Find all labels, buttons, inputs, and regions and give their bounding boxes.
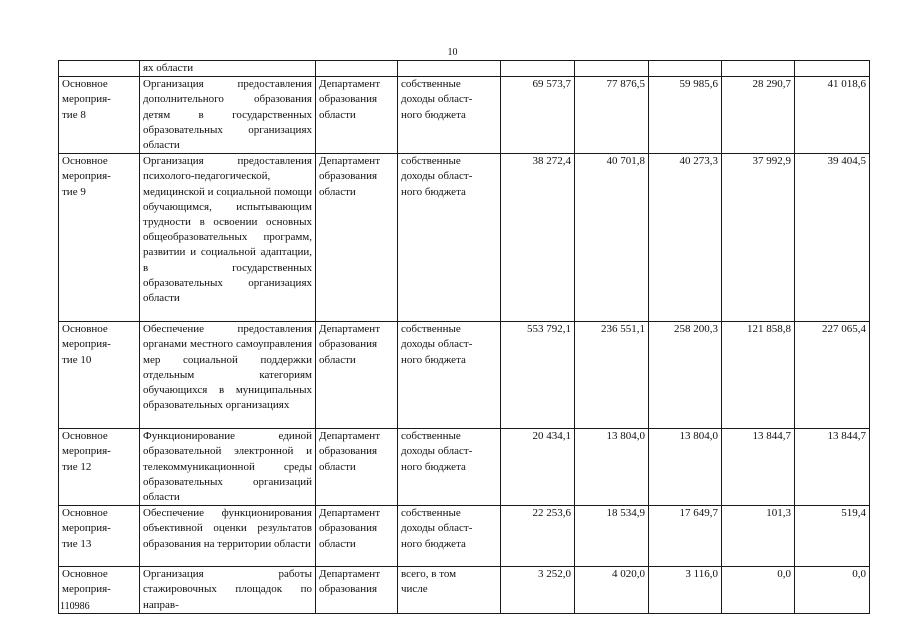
executor-cell xyxy=(316,77,398,154)
event-cell-line: мероприя- xyxy=(62,522,111,535)
value-cell xyxy=(649,61,722,77)
source-cell xyxy=(398,506,501,567)
event-cell xyxy=(59,429,140,506)
event-cell-line: мероприя- xyxy=(62,93,111,106)
event-cell-line: Основное xyxy=(62,323,108,336)
value-cell: 13 844,7 xyxy=(722,429,795,506)
value-cell xyxy=(501,61,575,77)
value-cell: 0,0 xyxy=(795,567,870,614)
event-cell-line: Основное xyxy=(62,430,108,443)
source-cell-line: собственные xyxy=(401,323,461,336)
description-cell: Обеспечение функционирования объективной оценки результатов образования на территории области xyxy=(140,506,316,567)
value-cell: 59 985,6 xyxy=(649,77,722,154)
source-cell-line: доходы област- xyxy=(401,338,473,351)
value-cell: 227 065,4 xyxy=(795,322,870,429)
event-cell-line: мероприя- xyxy=(62,338,111,351)
source-cell-line: всего, в том xyxy=(401,568,457,581)
event-cell xyxy=(59,77,140,154)
page-number: 10 xyxy=(447,47,458,58)
value-cell: 69 573,7 xyxy=(501,77,575,154)
value-cell: 41 018,6 xyxy=(795,77,870,154)
value-cell: 13 844,7 xyxy=(795,429,870,506)
table-row xyxy=(59,154,870,322)
executor-cell-line: области xyxy=(319,353,356,366)
value-cell: 553 792,1 xyxy=(501,322,575,429)
value-cell: 236 551,1 xyxy=(575,322,649,429)
event-cell-line: тие 13 xyxy=(62,537,92,550)
value-cell: 3 116,0 xyxy=(649,567,722,614)
value-cell: 40 273,3 xyxy=(649,154,722,322)
source-cell xyxy=(398,429,501,506)
executor-cell-line: образования xyxy=(319,338,378,351)
description-cell: Организация предоставления психолого-педагогической, медицинской и социальной помощи обучающимся, испытывающим трудности в освоении основных общеобразовательных программ, развитии и социальной адаптации, в государственных образовательных организациях области xyxy=(140,154,316,322)
value-cell: 13 804,0 xyxy=(575,429,649,506)
executor-cell-line: образования xyxy=(319,170,378,183)
description-cell: ях области xyxy=(140,61,316,77)
source-cell xyxy=(398,61,501,77)
value-cell: 39 404,5 xyxy=(795,154,870,322)
table-row xyxy=(59,77,870,154)
value-cell: 17 649,7 xyxy=(649,506,722,567)
event-cell-line: мероприя- xyxy=(62,583,111,596)
description-cell: Организация работы стажировочных площадок по направ- xyxy=(140,567,316,614)
executor-cell xyxy=(316,506,398,567)
value-cell: 18 534,9 xyxy=(575,506,649,567)
table-row xyxy=(59,567,870,614)
executor-cell-line: Департамент xyxy=(319,78,381,91)
value-cell: 38 272,4 xyxy=(501,154,575,322)
source-cell-line: доходы област- xyxy=(401,170,473,183)
source-cell-line: ного бюджета xyxy=(401,537,466,550)
value-cell: 77 876,5 xyxy=(575,77,649,154)
event-cell xyxy=(59,61,140,77)
value-cell: 37 992,9 xyxy=(722,154,795,322)
value-cell xyxy=(795,61,870,77)
executor-cell-line: образования xyxy=(319,445,378,458)
source-cell-line: собственные xyxy=(401,155,461,168)
value-cell: 258 200,3 xyxy=(649,322,722,429)
event-cell-line: мероприя- xyxy=(62,170,111,183)
value-cell: 101,3 xyxy=(722,506,795,567)
event-cell xyxy=(59,506,140,567)
event-cell-line: Основное xyxy=(62,568,108,581)
source-cell-line: собственные xyxy=(401,430,461,443)
event-cell-line: Основное xyxy=(62,507,108,520)
executor-cell xyxy=(316,154,398,322)
source-cell-line: ного бюджета xyxy=(401,108,466,121)
source-cell-line: ного бюджета xyxy=(401,353,466,366)
description-cell: Функционирование единой образовательной электронной и телекоммуникационной среды образовательных организаций области xyxy=(140,429,316,506)
source-cell xyxy=(398,567,501,614)
event-cell-line: тие 10 xyxy=(62,353,92,366)
executor-cell-line: Департамент xyxy=(319,507,381,520)
event-cell-line: тие 12 xyxy=(62,460,92,473)
value-cell: 519,4 xyxy=(795,506,870,567)
value-cell: 4 020,0 xyxy=(575,567,649,614)
executor-cell-line: образования xyxy=(319,583,378,596)
value-cell: 40 701,8 xyxy=(575,154,649,322)
program-events-table xyxy=(58,60,870,614)
executor-cell-line: образования xyxy=(319,93,378,106)
executor-cell-line: области xyxy=(319,108,356,121)
source-cell-line: собственные xyxy=(401,507,461,520)
executor-cell-line: Департамент xyxy=(319,430,381,443)
value-cell: 22 253,6 xyxy=(501,506,575,567)
executor-cell xyxy=(316,322,398,429)
source-cell xyxy=(398,154,501,322)
table-row xyxy=(59,506,870,567)
document-code: 110986 xyxy=(60,601,90,612)
event-cell-line: Основное xyxy=(62,155,108,168)
source-cell-line: ного бюджета xyxy=(401,460,466,473)
executor-cell-line: образования xyxy=(319,522,378,535)
executor-cell xyxy=(316,61,398,77)
executor-cell-line: области xyxy=(319,185,356,198)
event-cell-line: мероприя- xyxy=(62,445,111,458)
source-cell-line: числе xyxy=(401,583,428,596)
description-cell: Организация предоставления дополнительного образования детям в государственных образовательных организациях области xyxy=(140,77,316,154)
table-row-continuation xyxy=(59,61,870,77)
executor-cell-line: Департамент xyxy=(319,323,381,336)
executor-cell-line: Департамент xyxy=(319,155,381,168)
executor-cell-line: области xyxy=(319,537,356,550)
event-cell xyxy=(59,154,140,322)
source-cell-line: ного бюджета xyxy=(401,185,466,198)
source-cell xyxy=(398,77,501,154)
value-cell: 28 290,7 xyxy=(722,77,795,154)
value-cell: 13 804,0 xyxy=(649,429,722,506)
value-cell xyxy=(722,61,795,77)
executor-cell xyxy=(316,429,398,506)
source-cell-line: доходы област- xyxy=(401,445,473,458)
value-cell: 121 858,8 xyxy=(722,322,795,429)
executor-cell-line: области xyxy=(319,460,356,473)
source-cell-line: доходы област- xyxy=(401,93,473,106)
source-cell-line: собственные xyxy=(401,78,461,91)
source-cell xyxy=(398,322,501,429)
executor-cell-line: Департамент xyxy=(319,568,381,581)
value-cell: 20 434,1 xyxy=(501,429,575,506)
value-cell: 3 252,0 xyxy=(501,567,575,614)
source-cell-line: доходы област- xyxy=(401,522,473,535)
event-cell-line: Основное xyxy=(62,78,108,91)
table-row xyxy=(59,429,870,506)
table-row xyxy=(59,322,870,429)
event-cell-line: тие 9 xyxy=(62,185,86,198)
event-cell xyxy=(59,322,140,429)
executor-cell xyxy=(316,567,398,614)
value-cell xyxy=(575,61,649,77)
value-cell: 0,0 xyxy=(722,567,795,614)
event-cell-line: тие 8 xyxy=(62,108,86,121)
description-cell: Обеспечение предоставления органами местного самоуправления мер социальной поддержки отдельным категориям обучающихся в муниципальных образовательных организациях xyxy=(140,322,316,429)
